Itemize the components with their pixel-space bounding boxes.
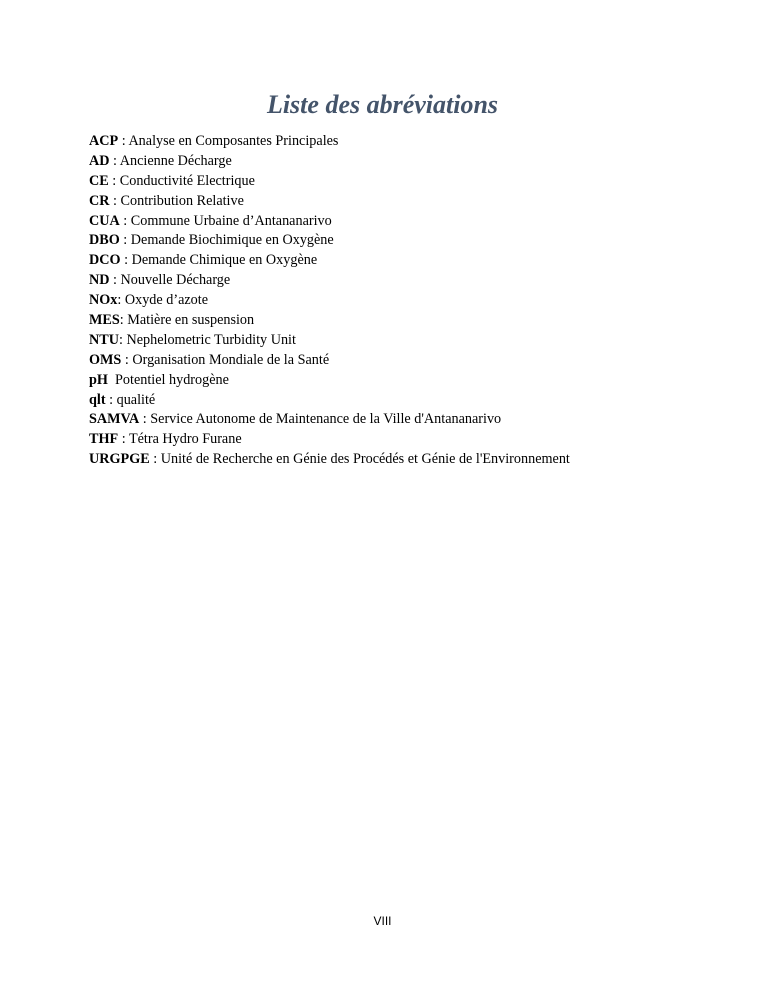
abbreviation-definition: Tétra Hydro Furane — [128, 431, 242, 448]
abbreviation-term: NTU — [89, 331, 119, 348]
separator: : — [109, 272, 121, 289]
abbreviation-definition: qualité — [116, 391, 156, 408]
abbreviation-definition: Matière en suspension — [127, 312, 255, 329]
list-item — [89, 172, 570, 192]
abbreviation-term: ACP — [89, 133, 119, 149]
abbreviation-definition: Organisation Mondiale de la Santé — [132, 351, 330, 368]
list-item — [89, 391, 570, 411]
abbreviation-definition: Nouvelle Décharge — [120, 272, 231, 289]
page-title: Liste des abréviations — [266, 90, 499, 119]
page-number: VIII — [373, 914, 392, 928]
list-item — [89, 351, 570, 371]
list-item — [89, 311, 570, 331]
separator: : — [149, 451, 161, 468]
abbreviation-term: OMS — [89, 351, 122, 368]
list-item — [89, 271, 570, 291]
list-item — [89, 430, 570, 450]
separator — [108, 372, 115, 388]
list-item — [89, 331, 570, 351]
abbreviation-definition: Analyse en Composantes Principales — [128, 133, 339, 149]
list-item — [89, 371, 570, 391]
list-item — [89, 212, 570, 232]
abbreviation-term: CUA — [89, 212, 120, 229]
separator: : — [119, 232, 131, 249]
separator: : — [109, 152, 120, 169]
list-item — [89, 152, 570, 172]
abbreviation-term: AD — [89, 152, 110, 169]
separator: : — [121, 351, 133, 368]
list-item — [89, 132, 570, 152]
separator: : — [120, 252, 132, 269]
abbreviation-term: MES — [89, 312, 120, 329]
separator: : — [119, 312, 128, 329]
abbreviation-list — [89, 132, 570, 470]
separator: : — [105, 391, 117, 408]
separator: : — [108, 172, 120, 189]
abbreviation-definition: Unité de Recherche en Génie des Procédés et Génie de l'Environnement — [160, 451, 570, 468]
separator: : — [118, 331, 127, 348]
list-item — [89, 192, 570, 212]
abbreviation-definition: Nephelometric Turbidity Unit — [126, 331, 296, 348]
abbreviation-definition: Potentiel hydrogène — [115, 371, 229, 388]
abbreviation-term: THF — [89, 431, 119, 448]
abbreviation-definition: Demande Biochimique en Oxygène — [130, 232, 334, 249]
abbreviation-term: ND — [89, 272, 110, 289]
abbreviation-term: CR — [89, 192, 110, 209]
separator: : — [118, 133, 129, 149]
abbreviation-term: pH — [89, 371, 108, 388]
list-item — [89, 450, 570, 470]
abbreviation-definition: Ancienne Décharge — [119, 152, 232, 169]
abbreviation-definition: Service Autonome de Maintenance de la Ville d'Antananarivo — [150, 411, 502, 428]
list-item — [89, 231, 570, 251]
separator: : — [117, 292, 125, 309]
list-item — [89, 410, 570, 430]
abbreviation-definition: Demande Chimique en Oxygène — [131, 252, 318, 269]
abbreviation-term: DCO — [89, 252, 121, 269]
abbreviation-term: DBO — [89, 232, 120, 249]
abbreviation-term: NOx — [89, 292, 118, 309]
abbreviation-term: SAMVA — [89, 411, 140, 428]
abbreviation-term: CE — [89, 172, 109, 189]
separator: : — [109, 192, 121, 209]
abbreviation-definition: Contribution Relative — [120, 192, 244, 209]
abbreviation-term: URGPGE — [89, 451, 150, 468]
separator: : — [139, 411, 151, 428]
list-item — [89, 291, 570, 311]
separator: : — [119, 212, 131, 229]
abbreviation-definition: Conductivité Electrique — [119, 172, 255, 189]
abbreviation-definition: Oxyde d’azote — [124, 292, 208, 309]
separator: : — [118, 431, 129, 448]
abbreviation-definition: Commune Urbaine d’Antananarivo — [130, 212, 332, 229]
abbreviation-term: qlt — [89, 391, 106, 408]
list-item — [89, 251, 570, 271]
